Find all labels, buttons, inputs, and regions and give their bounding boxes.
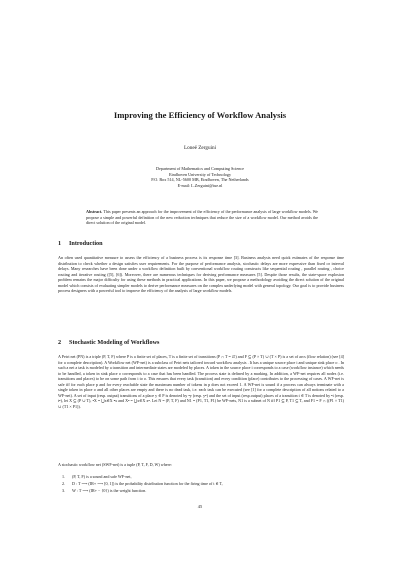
list-item-number: 2.: [62, 481, 66, 487]
introduction-paragraph: An often used quantitative measure to assess the efficiency of a business process is its response time [3]. Business analysts need quick estimates of the response time distribution to check whether a design satisfies user requirements. For the purpose of performance analysis, stochastic delays are more expressive than fixed or interval delays. Many researches have been done under a workflow definition built by conventional workflow routing constructs like sequential routing , parallel routing , choice routing and iterative routing ([5], [6]). Moreover, there are numerous techniques for deriving performance measures [5]. Despite those results, the state-space explosion problem remains the major difficulty for using these methods in practical applications. In this paper, we propose a methodology avoiding the direct solution of the original model which consists of evaluating simpler models to derive performance measures on the complex underlying model with general topology. Our goal is to provide business process designers with a powerful tool to improve the efficiency of the analysis of large workflow models.: [58, 255, 344, 294]
list-item-text: (P, T, F) is a sound and safe WF-net,: [72, 474, 132, 479]
affiliation-line: P.O. Box 514, NL-5600 MB, Eindhoven, The Netherlands: [151, 177, 249, 183]
section-heading-stochastic-modeling: [58, 339, 159, 346]
list-item-number: 3.: [62, 488, 66, 494]
list-item: [62, 487, 344, 494]
abstract-label: Abstract.: [86, 209, 103, 214]
abstract-text: This paper presents an approach for the improvement of the efficiency of the performance analysis of large workflow models. We propose a simple and powerful definition of the new reduction techniques that reduce the size of a workflow model. Our method avoids the direct solution of the original model.: [86, 209, 318, 226]
list-item-number: 1.: [62, 474, 66, 479]
section-heading-introduction: [58, 240, 103, 247]
definition-list: [62, 473, 344, 495]
section-title: Stochastic Modeling of Workflows: [69, 339, 160, 346]
affiliation-line: Department of Mathematics and Computing Science: [155, 166, 245, 171]
paper-title: Improving the Efficiency of Workflow Analysis: [113, 110, 287, 120]
list-item: [62, 473, 344, 480]
affiliation-line: Eindhoven University of Technology: [168, 171, 232, 177]
author-affiliation: [0, 166, 400, 188]
list-item-text: D : T ⟶ (IR+ ⟶ [0, 1]) is the probability distribution function for the firing time of t ∈ T,: [72, 481, 223, 487]
author-name: Loneë Zerguini: [183, 145, 217, 151]
abstract: [86, 209, 318, 226]
definition-intro: A stochastic workflow net (SWF-net) is a tuple (P, T, F, D, W) where:: [58, 462, 172, 467]
section-title: Introduction: [69, 240, 103, 247]
affiliation-email: E-mail: L.Zerguini@tue.nl: [177, 182, 223, 188]
section-number: 2: [58, 339, 62, 346]
list-item: [62, 480, 344, 487]
page-number: 45: [197, 504, 203, 509]
section-number: 1: [58, 240, 62, 247]
list-item-text: W : T ⟶ (IR+ − {0}) is the weight function.: [72, 488, 147, 494]
stochastic-modeling-paragraph: A Petri net (PN) is a triple (P, T, F) where P is a finite set of places, T is a finite set of transitions (P ∩ T = ∅) and F ⊆ (P × T) ∪ (T × P) is a set of arcs (flow relation) (see [4] for a complete description). A Workflow net (WF-net) is a subclass of Petri nets tailored toward workflow analysis . It has a unique source place i and unique sink place o . In such a net a task is modeled by a transition and intermediate states are modeled by places. A token in the source place i corresponds to a case (workflow instance) which needs to be handled, a token in sink place o corresponds to a case that has been handled. The process state is defined by a marking. In addition, a WF-net requires all nodes (i.e. transitions and places) to be on some path from i to o. This ensures that every task (transition) and every condition (place) contributes to the processing of cases. A WF-net is safe iff for each place p and for every reachable state the maximum number of tokens in p does not exceed 1. A WF-net is sound if a process can always terminate with a single token in place o and all other places are empty and there is no dead task, i.e. each task can be executed (see [1] for a complete description of all notions related to a WF-net). A set of input (resp. output) transitions of a place y ∈ P is denoted by •y (resp. y•) and the set of input (resp.output) places of a transition t ∈ T is denoted by •t (resp. t•), let X ⊆ (P ∪ T), •X = ⋃x∈X •x and X• = ⋃x∈X x•. Let N = (P, T, F) and N1 = (P1, T1, F1) be WF-nets, N1 is a subnet of N iff P1 ⊆ P, T1 ⊆ T, and F1 = F ∩ ((P1 × T1) ∪ (T1 × P1)).: [58, 354, 345, 409]
